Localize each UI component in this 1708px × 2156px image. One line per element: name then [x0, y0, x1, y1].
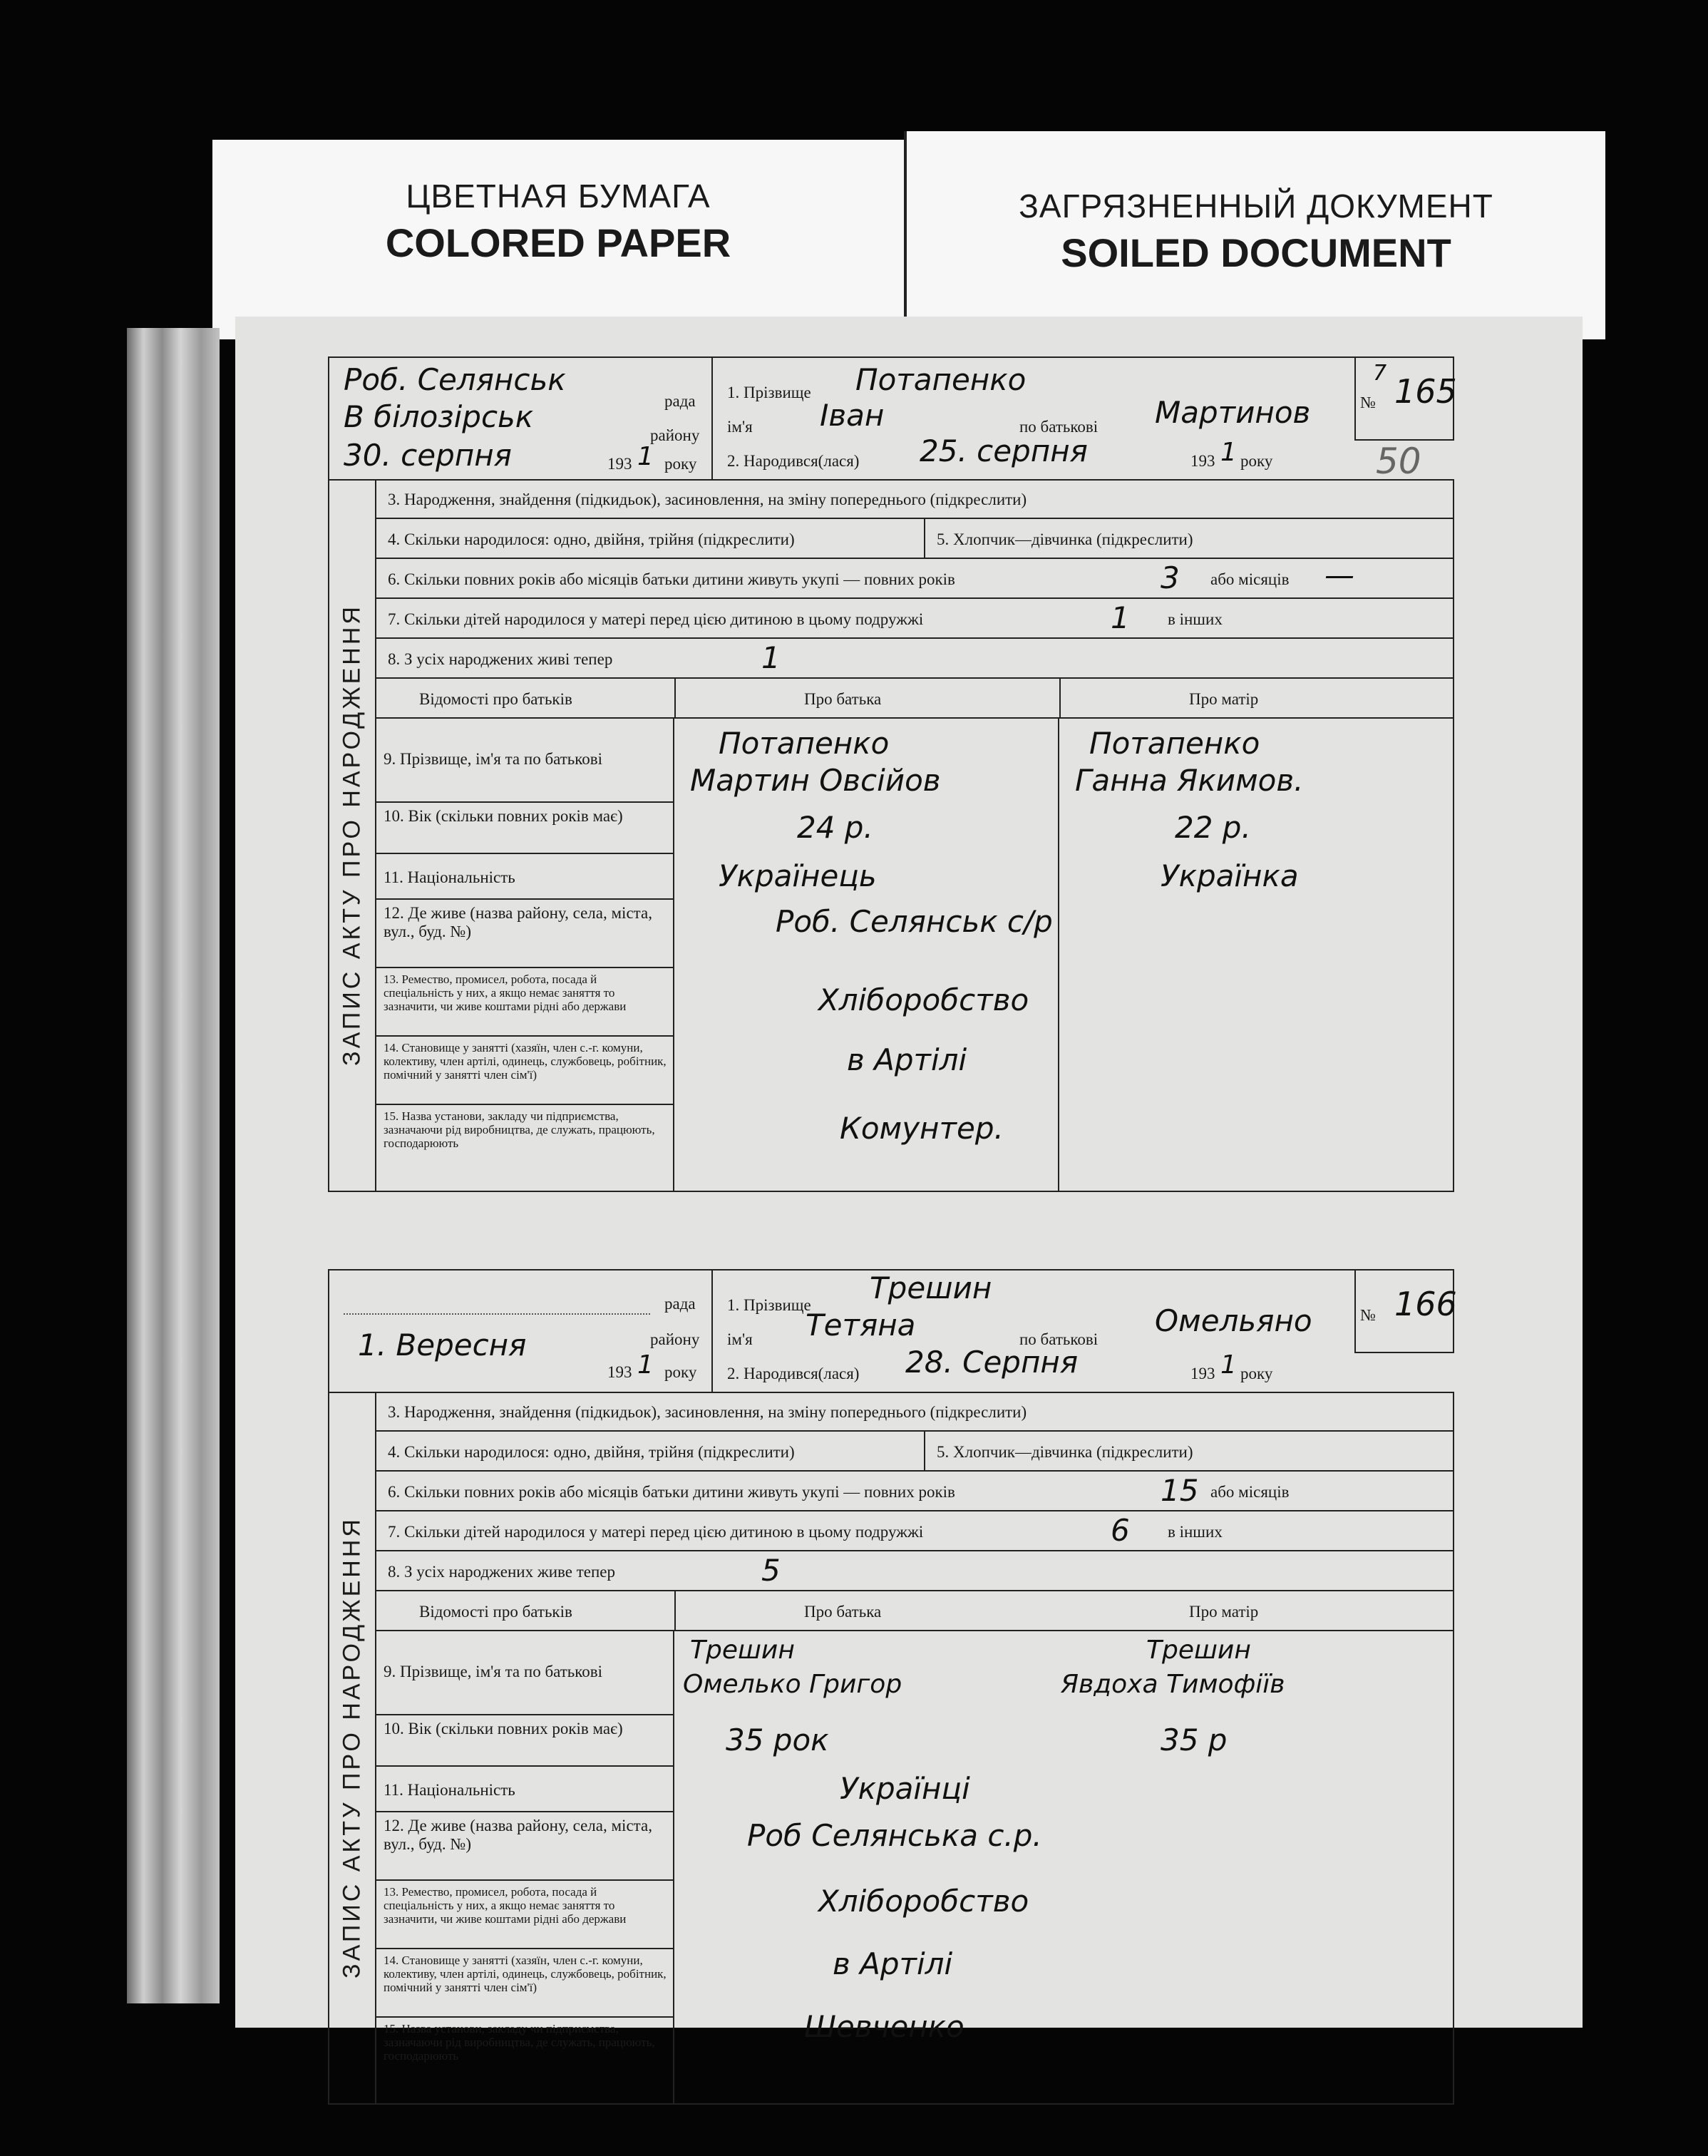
q13-label: 13. Ремество, промисел, робота, посада й спеціальність у них, а якщо немає заняття то зазначити, чи живе коштами рідні або держави	[376, 968, 674, 1037]
q4-q5-divider	[924, 1432, 925, 1470]
q15-label: 15. Назва установи, закладу чи підприємства, зазначаючи рід виробництва, де служать, працюють, господарюють	[384, 2022, 655, 2063]
year-prefix: 193	[607, 1363, 632, 1381]
place-line2: В білозірськ	[344, 399, 534, 434]
record-header	[328, 356, 1457, 482]
mother-age: 35 р	[1161, 1723, 1228, 1757]
q6b-text: або місяців	[1210, 1483, 1290, 1501]
roku-label: року	[664, 1363, 697, 1381]
children-before: 1	[1111, 600, 1130, 635]
header-split-2	[1059, 679, 1061, 717]
vertical-title	[329, 479, 376, 1191]
child-surname: Трешин	[870, 1270, 992, 1305]
book-spine	[127, 328, 220, 2003]
q15-label: 15. Назва установи, закладу чи підприємства, зазначаючи рід виробництва, де служать, працюють, господарюють	[384, 1109, 655, 1150]
q7b-text: в інших	[1168, 1523, 1223, 1541]
q12-label: 12. Де живе (назва району, села, міста, вул., буд. №)	[376, 900, 674, 968]
q5-text: 5. Хлопчик—дівчинка (підкреслити)	[937, 530, 1193, 548]
parents-col-header: Відомості про батьків	[419, 690, 572, 708]
mother-col-header: Про матір	[1189, 1603, 1259, 1621]
vertical-title	[329, 1392, 376, 2103]
position: в Артілі	[847, 1042, 967, 1077]
q3-row	[376, 479, 1453, 519]
rada-label: рада	[664, 1295, 696, 1313]
record-body	[328, 1392, 1454, 2105]
place-blank-1	[344, 1313, 650, 1315]
parents-col-header: Відомості про батьків	[419, 1603, 572, 1621]
year-digit: 1	[637, 1350, 654, 1380]
father-col-header: Про батька	[804, 1603, 882, 1621]
imya-label: ім'я	[727, 1330, 753, 1348]
q8-text: 8. З усіх народжених живі тепер	[388, 650, 613, 668]
q7-row	[376, 599, 1453, 639]
header-split-1	[674, 1591, 676, 1630]
child-name-block	[713, 356, 1354, 479]
q8-row	[376, 639, 1453, 679]
years-together: 15	[1161, 1473, 1199, 1508]
mother-nationality: Українка	[1161, 858, 1299, 893]
birth-roku: року	[1240, 452, 1273, 470]
place-line1: Роб. Селянськ	[344, 362, 566, 397]
q13-label: 13. Ремество, промисел, робота, посада й спеціальність у них, а якщо немає заняття то зазначити, чи живе коштами рідні або держави	[376, 1881, 674, 1949]
q2-label: 2. Народився(лася)	[727, 452, 860, 470]
alive-now: 1	[761, 640, 781, 675]
birth-year-prefix: 193	[1190, 1365, 1215, 1382]
birth-date: 28. Серпня	[905, 1345, 1079, 1380]
q12-label: 12. Де живе (назва району, села, міста, вул., буд. №)	[376, 1812, 674, 1881]
child-name-block	[713, 1269, 1354, 1392]
children-before: 6	[1111, 1513, 1130, 1548]
birth-record-165	[328, 356, 1457, 1198]
child-name: Іван	[820, 398, 885, 433]
q10-label: 10. Вік (скільки повних років має)	[376, 1715, 674, 1767]
position: в Артілі	[833, 1946, 953, 1981]
q6-text: 6. Скільки повних років або місяців батьки дитини живуть укупі — повних років	[388, 1483, 955, 1501]
father-surname: Трешин	[690, 1636, 795, 1665]
header-split-1	[674, 679, 676, 717]
registration-date: 1. Вересня	[358, 1328, 527, 1362]
colored-paper-en: COLORED PAPER	[385, 220, 731, 265]
soiled-document-ru: ЗАГРЯЗНЕННЫЙ ДОКУМЕНТ	[1019, 188, 1493, 225]
q7-text: 7. Скільки дітей народилося у матері перед цією дитиною в цьому подружжі	[388, 1523, 924, 1541]
record-number: 166	[1394, 1285, 1457, 1323]
registration-place	[328, 356, 713, 479]
parents-header-row	[376, 1591, 1453, 1631]
q6-row	[376, 1472, 1453, 1511]
year-prefix: 193	[607, 455, 632, 473]
q7-text: 7. Скільки дітей народилося у матері перед цією дитиною в цьому подружжі	[388, 610, 924, 628]
q14-label: 14. Становище у занятті (хазяїн, член с.-г. комуни, колективу, член артілі, одинець, службовець, робітник, помічний у занятті член сім'ї)	[376, 1949, 674, 2018]
record-header	[328, 1269, 1457, 1393]
father-name: Мартин Овсійов	[690, 763, 941, 798]
mother-age: 22 р.	[1175, 810, 1251, 845]
alive-now: 5	[761, 1553, 781, 1588]
q8-row	[376, 1551, 1453, 1591]
q4-q5-row	[376, 1432, 1453, 1472]
occupation: Хліборобство	[818, 982, 1029, 1017]
record-body	[328, 479, 1454, 1192]
soiled-document-en: SOILED DOCUMENT	[1061, 230, 1451, 275]
q3-row	[376, 1392, 1453, 1432]
q6-text: 6. Скільки повних років або місяців батьки дитини живуть укупі — повних років	[388, 570, 955, 588]
vertical-title-text: ЗАПИС АКТУ ПРО НАРОДЖЕННЯ	[338, 604, 366, 1066]
q6b-text: або місяців	[1210, 570, 1290, 588]
record-number: 165	[1394, 372, 1457, 411]
birth-year-prefix: 193	[1190, 452, 1215, 470]
rayon-label: району	[650, 426, 700, 444]
parents-grid	[376, 1631, 1453, 2103]
father-age: 24 р.	[797, 810, 873, 845]
q14-label: 14. Становище у занятті (хазяїн, член с.-г. комуни, колективу, член артілі, одинець, службовець, робітник, помічний у занятті член сім'ї)	[376, 1037, 674, 1105]
patronymic-label: по батькові	[1019, 418, 1099, 436]
q9-label: 9. Прізвище, ім'я та по батькові	[376, 719, 674, 803]
q7-row	[376, 1511, 1453, 1551]
child-patronymic: Мартинов	[1155, 395, 1311, 430]
q9-label: 9. Прізвище, ім'я та по батькові	[376, 1631, 674, 1715]
margin-number: 50	[1376, 441, 1421, 482]
q7b-text: в інших	[1168, 610, 1223, 628]
soiled-document-tag	[907, 131, 1605, 339]
q6-row	[376, 559, 1453, 599]
father-age: 35 рок	[726, 1723, 829, 1757]
mother-name: Явдоха Тимофіїв	[1061, 1670, 1285, 1699]
years-together: 3	[1161, 560, 1180, 595]
birth-record-166	[328, 1269, 1457, 2110]
rayon-label: району	[650, 1330, 700, 1348]
mother-col-header: Про матір	[1189, 690, 1259, 708]
registration-date: 30. серпня	[344, 438, 512, 473]
q4-text: 4. Скільки народилося: одно, двійня, трійня (підкреслити)	[388, 1443, 795, 1461]
birth-roku: року	[1240, 1365, 1273, 1382]
imya-label: ім'я	[727, 418, 753, 436]
q4-q5-row	[376, 519, 1453, 559]
roku-label: року	[664, 455, 697, 473]
nationality: Українці	[840, 1771, 970, 1806]
institution: Шевченко	[804, 2009, 964, 2044]
vertical-title-text: ЗАПИС АКТУ ПРО НАРОДЖЕННЯ	[338, 1516, 366, 1978]
months-together: —	[1324, 558, 1354, 592]
number-sign: №	[1360, 394, 1376, 411]
child-name: Тетяна	[806, 1308, 916, 1343]
birth-date: 25. серпня	[920, 433, 1088, 468]
q10-label: 10. Вік (скільки повних років має)	[376, 803, 674, 854]
father-col-header: Про батька	[804, 690, 882, 708]
birth-year-digit: 1	[1220, 1350, 1237, 1380]
number-sign: №	[1360, 1306, 1376, 1324]
parents-grid	[376, 719, 1453, 1191]
institution: Комунтер.	[840, 1111, 1004, 1146]
father-name: Омелько Григор	[683, 1670, 902, 1699]
parents-header-row	[376, 679, 1453, 719]
residence: Роб. Селянськ с/р	[776, 904, 1053, 939]
q2-label: 2. Народився(лася)	[727, 1365, 860, 1382]
year-digit: 1	[637, 442, 654, 471]
mother-surname: Потапенко	[1089, 726, 1260, 761]
father-surname: Потапенко	[719, 726, 890, 761]
child-patronymic: Омельяно	[1155, 1303, 1312, 1338]
q4-text: 4. Скільки народилося: одно, двійня, трійня (підкреслити)	[388, 530, 795, 548]
mother-name: Ганна Якимов.	[1075, 763, 1304, 798]
q1-label: 1. Прізвище	[727, 384, 811, 401]
q3-text: 3. Народження, знайдення (підкидьок), засиновлення, на зміну попереднього (підкреслити)	[388, 1403, 1027, 1421]
q8-text: 8. З усіх народжених живе тепер	[388, 1563, 616, 1581]
record-number-box	[1354, 356, 1457, 441]
q1-label: 1. Прізвище	[727, 1296, 811, 1314]
occupation: Хліборобство	[818, 1884, 1029, 1919]
mother-surname: Трешин	[1146, 1636, 1251, 1665]
q11-label: 11. Національність	[376, 1767, 674, 1812]
q11-label: 11. Національність	[376, 854, 674, 900]
q5-text: 5. Хлопчик—дівчинка (підкреслити)	[937, 1443, 1193, 1461]
child-surname: Потапенко	[855, 362, 1027, 397]
q4-q5-divider	[924, 519, 925, 558]
corner-mark: 7	[1373, 361, 1387, 386]
patronymic-label: по батькові	[1019, 1330, 1099, 1348]
colored-paper-ru: ЦВЕТНАЯ БУМАГА	[406, 178, 711, 215]
record-number-box	[1354, 1269, 1457, 1353]
q3-text: 3. Народження, знайдення (підкидьок), засиновлення, на зміну попереднього (підкреслити)	[388, 491, 1027, 508]
rada-label: рада	[664, 392, 696, 410]
birth-year-digit: 1	[1220, 438, 1237, 467]
residence: Роб Селянська с.р.	[747, 1818, 1042, 1853]
father-nationality: Українець	[719, 858, 877, 893]
registration-place	[328, 1269, 713, 1392]
colored-paper-tag	[212, 140, 904, 339]
